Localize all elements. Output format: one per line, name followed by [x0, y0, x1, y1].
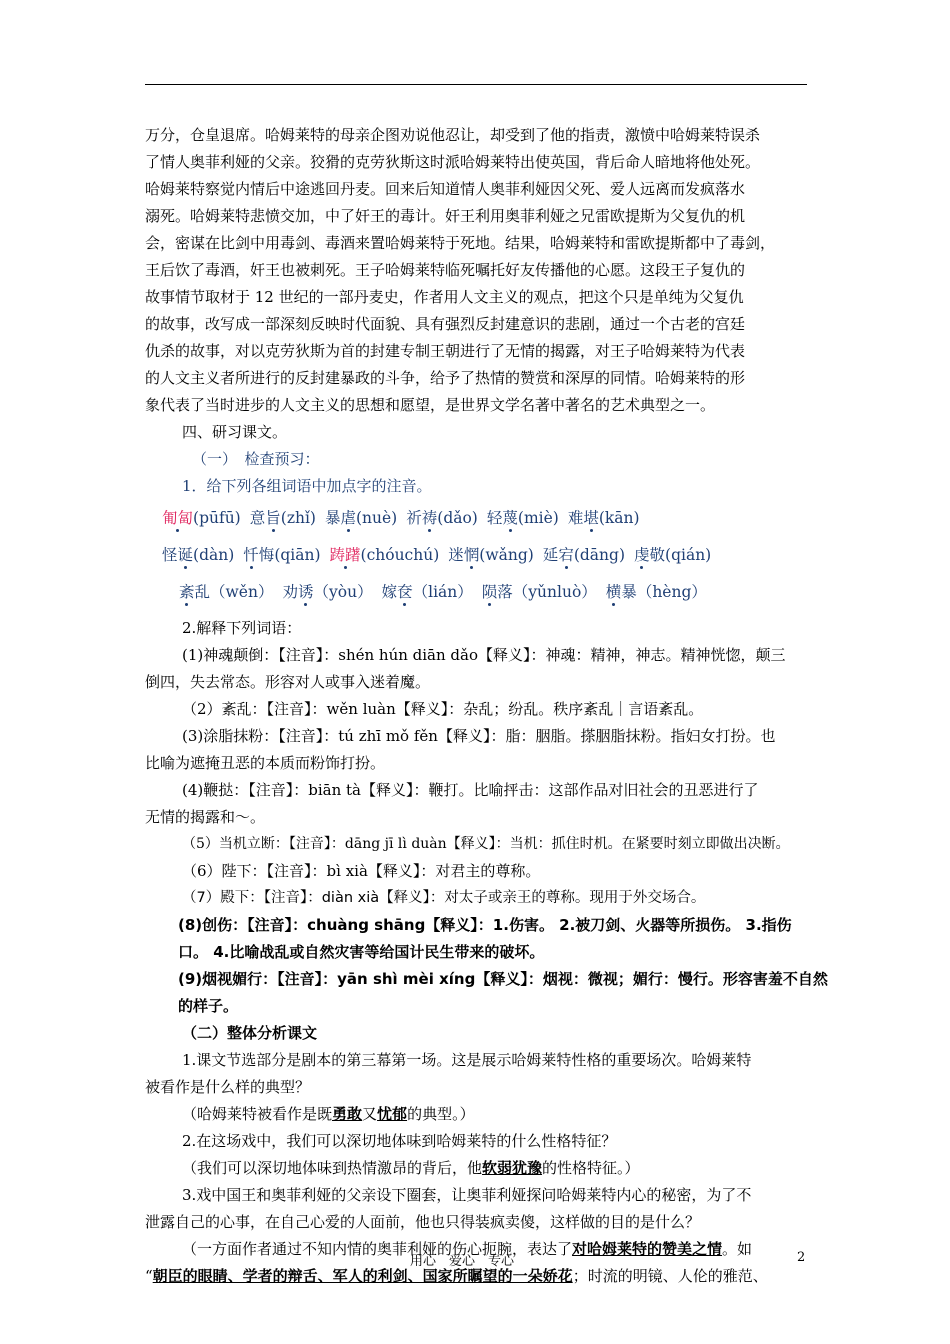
definition-4: (4)鞭挞：【注音】：biān tà【释义】：鞭打。比喻抨击：这部作品对旧社会的丑恶进行了	[182, 781, 759, 799]
answer-3: （一方面作者通过不知内情的奥菲利娅的伤心扼腕，表达了对哈姆莱特的赞美之情。如	[182, 1240, 753, 1258]
definition-1: (1)神魂颠倒：【注音】：shén hún diān dǎo【释义】：神魂：精神，神志。精神恍惚，颠三	[182, 646, 786, 664]
vocab-word: 踌躇(chóuchú)	[329, 546, 440, 564]
subsection-2-heading: （二）整体分析课文	[182, 1024, 318, 1042]
intro-line: 了情人奥菲利娅的父亲。狡猾的克劳狄斯这时派哈姆莱特出使英国，背后命人暗地将他处死。	[145, 153, 761, 171]
vocab-word: 忏悔(qiān)	[243, 546, 321, 564]
definition-9-cont: 的样子。	[178, 997, 239, 1015]
intro-line: 的故事，改写成一部深刻反映时代面貌、具有强烈反封建意识的悲剧，通过一个古老的宫廷	[145, 315, 746, 333]
document-body	[145, 122, 828, 1290]
keyword: 软弱犹豫	[482, 1159, 543, 1177]
definition-3: (3)涂脂抹粉：【注音】：tú zhī mǒ fěn【释义】：脂：胭脂。搽胭脂抹粉。指妇女打扮。也	[182, 727, 776, 745]
keyword: 对哈姆莱特的赞美之情	[572, 1240, 723, 1258]
question-3-cont: 泄露自己的心事，在自己心爱的人面前，他也只得装疯卖傻，这样做的目的是什么？	[145, 1213, 701, 1231]
vocab-row	[162, 500, 810, 537]
vocab-word: 陨落（yǔnluò）	[481, 583, 597, 601]
vocab-word: 迷惘(wǎng)	[448, 546, 534, 564]
vocab-word: 轻蔑(miè)	[486, 509, 559, 527]
definition-8-cont: 口。 4.比喻战乱或自然灾害等给国计民生带来的破坏。	[178, 943, 545, 961]
definition-9: (9)烟视媚行：【注音】：yān shì mèi xíng【释义】：烟视：微视；媚行：慢行。形容害羞不自然	[178, 970, 828, 988]
intro-line: 万分，仓皇退席。哈姆莱特的母亲企图劝说他忍让，却受到了他的指责，激愤中哈姆莱特误杀	[145, 126, 761, 144]
vocab-list	[145, 500, 810, 611]
definition-8: (8)创伤：【注音】：chuàng shāng【释义】：1.伤害。 2.被刀剑、火器等所损伤。 3.指伤	[178, 916, 792, 934]
vocab-word: 难堪(kān)	[567, 509, 640, 527]
section-heading: 四、研习课文。	[182, 423, 288, 441]
definition-4-cont: 无情的揭露和～。	[145, 808, 266, 826]
intro-line: 故事情节取材于 12 世纪的一部丹麦史，作者用人文主义的观点，把这个只是单纯为父复仇	[145, 288, 744, 306]
page-number: 2	[797, 1250, 806, 1265]
vocab-word: 匍匐(pūfū)	[162, 509, 241, 527]
vocab-word: 意旨(zhǐ)	[249, 509, 316, 527]
header-rule	[145, 84, 807, 85]
question-1-cont: 被看作是什么样的典型？	[145, 1078, 311, 1096]
definition-6: （6）陛下：【注音】：bì xià【释义】：对君主的尊称。	[182, 862, 541, 880]
intro-line: 王后饮了毒酒，奸王也被刺死。王子哈姆莱特临死嘱托好友传播他的心愿。这段王子复仇的	[145, 261, 746, 279]
intro-line: 会，密谋在比剑中用毒剑、毒酒来置哈姆莱特于死地。结果，哈姆莱特和雷欧提斯都中了毒剑，	[145, 234, 776, 252]
intro-line: 的人文主义者所进行的反封建暴政的斗争，给予了热情的赞赏和深厚的同情。哈姆莱特的形	[145, 369, 746, 387]
definition-5: （5）当机立断：【注音】：dāng jī lì duàn【释义】：当机：抓住时机。在紧要时刻立即做出决断。	[182, 836, 790, 852]
vocab-word: 暴虐(nuè)	[324, 509, 398, 527]
intro-line: 溺死。哈姆莱特悲愤交加，中了奸王的毒计。奸王利用奥菲利娅之兄雷欧提斯为父复仇的机	[145, 207, 746, 225]
vocab-word: 紊乱（wěn）	[179, 583, 274, 601]
intro-line: 哈姆莱特察觉内情后中途逃回丹麦。回来后知道情人奥菲利娅因父死、爱人远离而发疯落水	[145, 180, 746, 198]
vocab-word: 横暴（hèng）	[605, 583, 707, 601]
intro-paragraph	[145, 122, 810, 419]
keyword: 朝臣的眼睛、学者的辩舌、军人的利剑、国家所瞩望的一朵娇花	[152, 1267, 573, 1285]
vocab-word: 祈祷(dǎo)	[406, 509, 478, 527]
definition-7: （7）殿下：【注音】：diàn xià【释义】：对太子或亲王的尊称。现用于外交场合。	[182, 890, 706, 906]
vocab-word: 延宕(dāng)	[542, 546, 625, 564]
answer-1: （哈姆莱特被看作是既勇敢又忧郁的典型。）	[182, 1105, 475, 1123]
question-1: 1.课文节选部分是剧本的第三幕第一场。这是展示哈姆莱特性格的重要场次。哈姆莱特	[182, 1051, 752, 1069]
definition-3-cont: 比喻为遮掩丑恶的本质而粉饰打扮。	[145, 754, 386, 772]
footer-motto: 用心 爱心 专心	[410, 1254, 515, 1269]
definition-2: （2）紊乱：【注音】：wěn luàn【释义】：杂乱；纷乱。秩序紊乱｜言语紊乱。	[182, 700, 704, 718]
vocab-word: 怪诞(dàn)	[162, 546, 235, 564]
question-3: 3.戏中国王和奥菲利娅的父亲设下圈套，让奥菲利娅探问哈姆莱特内心的秘密，为了不	[182, 1186, 752, 1204]
vocab-row	[162, 574, 810, 611]
vocab-row	[162, 537, 810, 574]
definition-1-cont: 倒四，失去常态。形容对人或事入迷着魔。	[145, 673, 431, 691]
answer-2: （我们可以深切地体味到热情激昂的背后，他软弱犹豫的性格特征。）	[182, 1159, 640, 1177]
keyword: 忧郁	[377, 1105, 408, 1123]
intro-line: 象代表了当时进步的人文主义的思想和愿望，是世界文学名著中著名的艺术典型之一。	[145, 396, 716, 414]
keyword: 勇敢	[332, 1105, 363, 1123]
intro-line: 仇杀的故事，对以克劳狄斯为首的封建专制王朝进行了无情的揭露，对王子哈姆莱特为代表	[145, 342, 746, 360]
vocab-word: 劝诱（yòu）	[282, 583, 373, 601]
subsection-heading: （一） 检查预习：	[192, 450, 320, 468]
question-2: 2.在这场戏中，我们可以深切地体味到哈姆莱特的什么性格特征？	[182, 1132, 617, 1150]
answer-3-cont: “朝臣的眼睛、学者的辩舌、军人的利剑、国家所瞩望的一朵娇花；时流的明镜、人伦的雅范、	[145, 1267, 768, 1285]
task-2-prompt: 2.解释下列词语：	[182, 619, 302, 637]
task-1-prompt: 1．给下列各组词语中加点字的注音。	[182, 477, 432, 495]
vocab-word: 嫁奁（lián）	[381, 583, 473, 601]
vocab-word: 虔敬(qián)	[634, 546, 712, 564]
